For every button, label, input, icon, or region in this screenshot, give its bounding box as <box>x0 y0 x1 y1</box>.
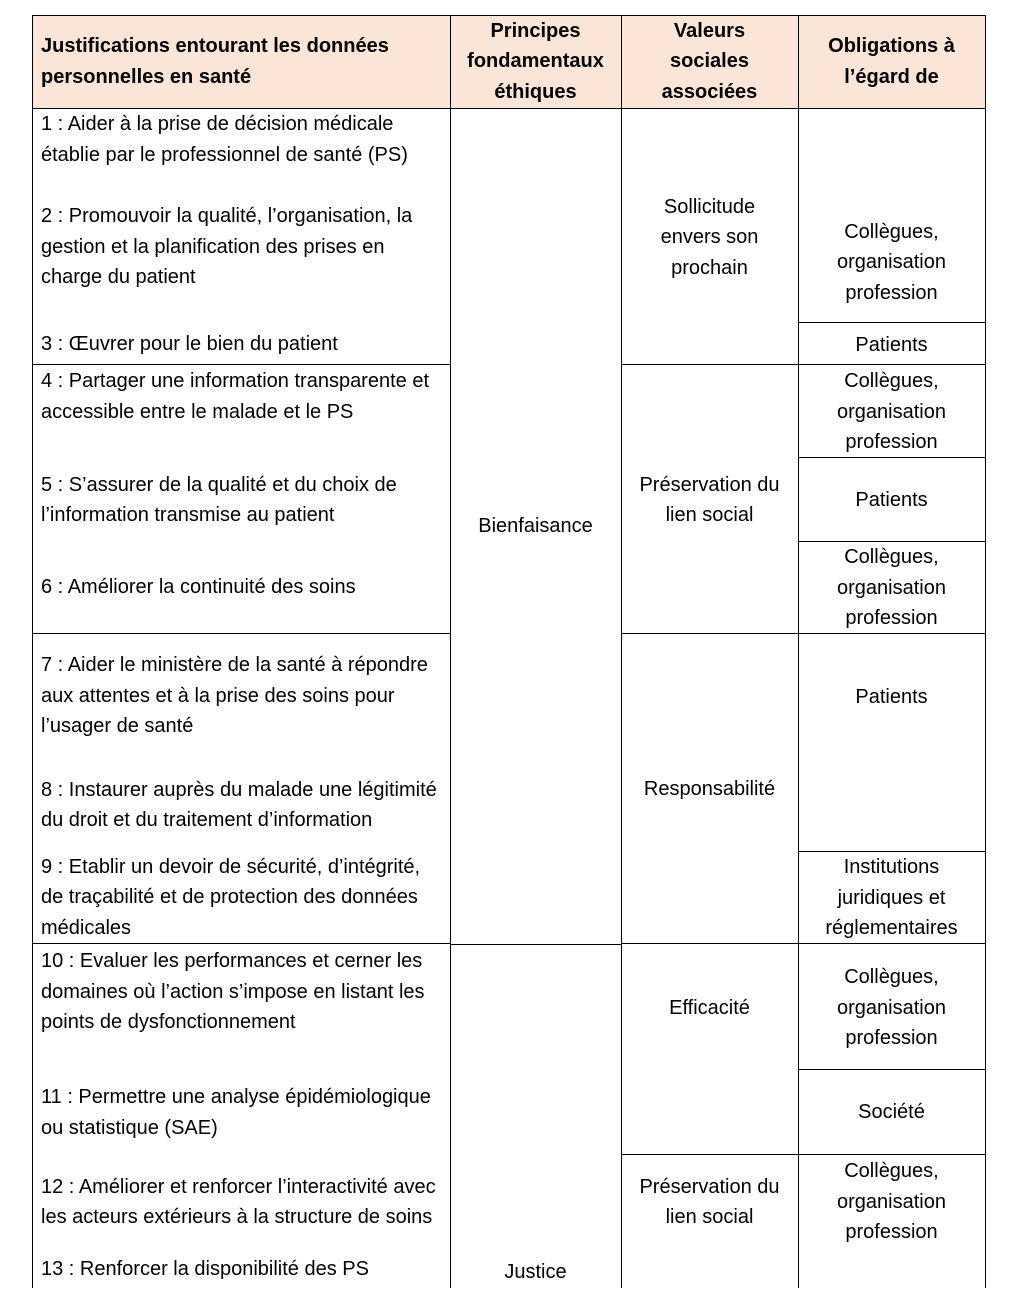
header-valeurs <box>621 15 798 108</box>
border-col2 <box>621 15 622 1288</box>
border-after-6 <box>32 633 450 634</box>
justification-4 <box>32 366 450 458</box>
valeur-sollicitude-text: Sollicitude envers son prochain <box>660 195 759 279</box>
justification-7-text: 7 : Aider le ministère de la santé à répondre aux attentes et à la prise des soins pour l’usager de santé <box>41 654 428 738</box>
obligation-9-text: Société <box>858 1101 925 1124</box>
obligation-1-text: Collègues, organisation profession <box>837 220 946 304</box>
obligation-2 <box>798 324 985 366</box>
border-obl-5 <box>798 633 986 634</box>
justification-6-text: 6 : Améliorer la continuité des soins <box>41 576 356 599</box>
obligation-10 <box>798 1155 985 1249</box>
border-obl-2 <box>798 364 986 365</box>
obligation-8 <box>798 946 985 1070</box>
justification-8-text: 8 : Instaurer auprès du malade une légitimité du droit et du traitement d’information <box>41 778 437 831</box>
obligation-4-text: Patients <box>855 488 928 511</box>
justification-1 <box>32 109 450 201</box>
obligation-6 <box>798 634 985 852</box>
valeur-preservation-2 <box>621 1155 798 1249</box>
border-obl-7 <box>798 943 986 944</box>
border-after-9 <box>32 943 450 944</box>
justification-2-text: 2 : Promouvoir la qualité, l’organisation, la gestion et la planification des prises en charge du patient <box>41 205 413 288</box>
border-left <box>32 15 33 1288</box>
border-valeur-2 <box>621 633 798 634</box>
obligation-6-text: Patients <box>855 686 928 708</box>
justification-10-text: 10 : Evaluer les performances et cerner les domaines où l’action s’impose en listant les points de dysfonctionnement <box>41 950 425 1033</box>
border-after-3 <box>32 364 450 365</box>
obligation-3-text: Collègues, organisation profession <box>837 370 946 454</box>
justification-7 <box>32 634 450 758</box>
border-col1 <box>450 15 451 1288</box>
justification-5-text: 5 : S’assurer de la qualité et du choix de l’information transmise au patient <box>41 473 397 526</box>
valeur-efficacite-text: Efficacité <box>669 996 750 1019</box>
border-valeur-3 <box>621 943 798 944</box>
border-obl-3 <box>798 457 986 458</box>
justification-11-text: 11 : Permettre une analyse épidémiologique ou statistique (SAE) <box>41 1086 431 1139</box>
border-obl-6 <box>798 851 986 852</box>
header-justifications-text: Justifications entourant les données personnelles en santé <box>41 35 389 88</box>
header-principes-text: Principes fondamentaux éthiques <box>467 19 604 103</box>
header-justifications <box>32 15 450 108</box>
header-principes <box>450 15 621 108</box>
border-top <box>32 15 986 16</box>
border-col3 <box>798 15 799 1288</box>
obligation-10-text: Collègues, organisation profession <box>837 1160 946 1244</box>
valeur-preservation-1 <box>621 366 798 634</box>
justification-9 <box>32 852 450 943</box>
obligation-8-text: Collègues, organisation profession <box>837 966 946 1050</box>
justification-4-text: 4 : Partager une information transparente et accessible entre le malade et le PS <box>41 370 430 423</box>
obligation-3 <box>798 366 985 458</box>
header-obligations-text: Obligations à l’égard de <box>828 35 955 88</box>
valeur-preservation-2-text: Préservation du lien social <box>639 1175 780 1228</box>
principe-justice-text: Justice <box>504 1260 567 1283</box>
justification-9-text: 9 : Etablir un devoir de sécurité, d’intégrité, de traçabilité et de protection des données médicales <box>41 855 421 939</box>
justification-13 <box>32 1249 450 1289</box>
valeur-sollicitude <box>621 109 798 366</box>
header-valeurs-text: Valeurs sociales associées <box>661 19 758 103</box>
justification-13-text: 13 : Renforcer la disponibilité des PS <box>41 1257 369 1280</box>
principe-justice <box>450 946 621 1287</box>
justification-12-text: 12 : Améliorer et renforcer l’interactivité avec les acteurs extérieurs à la structure de soins <box>41 1175 436 1228</box>
valeur-preservation-1-text: Préservation du lien social <box>639 473 780 526</box>
obligation-5-text: Collègues, organisation profession <box>837 546 946 630</box>
border-obl-9 <box>798 1154 986 1155</box>
justification-3 <box>32 324 450 364</box>
border-obl-1 <box>798 322 986 323</box>
border-principe-split <box>450 944 621 945</box>
obligation-1 <box>798 201 985 324</box>
valeur-responsabilite-text: Responsabilité <box>643 778 776 801</box>
justification-10 <box>32 946 450 1070</box>
valeur-responsabilite <box>621 634 798 945</box>
principe-bienfaisance-text: Bienfaisance <box>478 515 593 538</box>
justification-12 <box>32 1155 450 1249</box>
justification-8 <box>32 758 450 852</box>
obligation-2-text: Patients <box>855 333 928 356</box>
obligation-7 <box>798 852 985 944</box>
border-valeur-4 <box>621 1154 798 1155</box>
justification-11 <box>32 1070 450 1155</box>
obligation-4 <box>798 458 985 542</box>
justification-5 <box>32 458 450 542</box>
obligation-7-text: Institutions juridiques et réglementaires <box>825 856 958 940</box>
border-header-bottom <box>32 108 986 109</box>
border-right <box>985 15 986 1288</box>
justification-6 <box>32 542 450 633</box>
border-obl-4 <box>798 541 986 542</box>
border-valeur-1 <box>621 364 798 365</box>
justification-2 <box>32 201 450 324</box>
border-obl-8 <box>798 1069 986 1070</box>
principe-bienfaisance <box>450 109 621 944</box>
obligation-9 <box>798 1070 985 1155</box>
header-obligations <box>798 15 985 108</box>
justification-3-text: 3 : Œuvrer pour le bien du patient <box>41 332 338 355</box>
justification-1-text: 1 : Aider à la prise de décision médicale établie par le professionnel de santé (PS) <box>41 113 408 166</box>
valeur-efficacite <box>621 946 798 1070</box>
obligation-5 <box>798 542 985 634</box>
